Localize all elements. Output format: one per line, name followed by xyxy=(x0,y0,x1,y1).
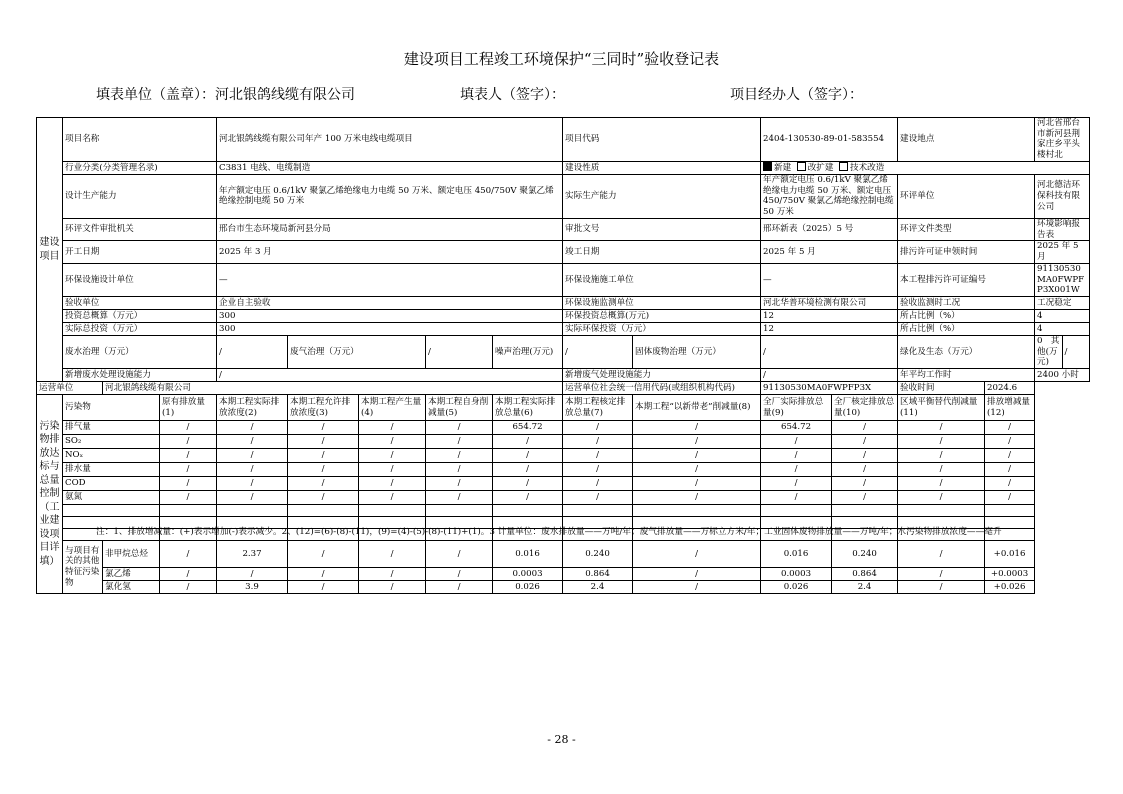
pollutant-value: 0.864 xyxy=(832,568,898,581)
pollutant-value: / xyxy=(288,463,359,477)
label-approver: 环评文件审批机关 xyxy=(63,218,217,240)
pollutant-value: / xyxy=(493,449,563,463)
label-start-date: 开工日期 xyxy=(63,241,217,263)
section-pollution: 污染物排放达标与总量控制（工业建设项目详填） xyxy=(37,395,63,594)
blank-cell xyxy=(563,505,633,517)
pollutant-value: / xyxy=(288,568,359,581)
pollutant-name: COD xyxy=(63,477,160,491)
value-approver: 邢台市生态环境局新河县分局 xyxy=(217,218,563,240)
pollutant-value: / xyxy=(633,463,761,477)
pollutant-value: 2.4 xyxy=(563,581,633,594)
table-row xyxy=(37,435,1090,449)
pollutant-value: / xyxy=(493,477,563,491)
pollutant-value: / xyxy=(217,435,288,449)
pollutant-value: / xyxy=(217,568,288,581)
table-row xyxy=(37,568,1090,581)
label-nature: 建设性质 xyxy=(563,161,761,174)
pollutant-value: 0.240 xyxy=(832,541,898,568)
pollutant-value: / xyxy=(985,491,1035,505)
label-permit-date: 排污许可证申领时间 xyxy=(898,241,1035,263)
pollutant-value: / xyxy=(426,541,493,568)
pollutant-value: / xyxy=(160,581,217,594)
pollutant-value: +0.0003 xyxy=(985,568,1035,581)
pollutant-value: / xyxy=(426,568,493,581)
pollutant-value: / xyxy=(563,477,633,491)
value-acceptance-time: 2024.6 xyxy=(985,382,1035,395)
table-row xyxy=(37,421,1090,435)
label-acceptance-unit: 验收单位 xyxy=(63,297,217,310)
value-project-code: 2404-130530-89-01-583554 xyxy=(761,118,898,162)
pollutant-value: 654.72 xyxy=(493,421,563,435)
project-manager-label: 项目经办人（签字）： xyxy=(730,87,863,103)
pollutant-value: / xyxy=(217,477,288,491)
label-design-capacity: 设计生产能力 xyxy=(63,174,217,218)
value-greening-other xyxy=(1035,336,1062,369)
label-acceptance-time: 验收时间 xyxy=(898,382,985,395)
pollutant-value: 0.016 xyxy=(493,541,563,568)
label-project-name: 项目名称 xyxy=(63,118,217,162)
value-site: 河北省邢台市新河县荆家庄乡平头楼村北 xyxy=(1035,118,1090,162)
pollutant-value: 654.72 xyxy=(761,421,832,435)
blank-cell xyxy=(288,505,359,517)
pollutant-value: / xyxy=(288,449,359,463)
label-env-build: 环保设施施工单位 xyxy=(563,263,761,296)
blank-cell xyxy=(426,505,493,517)
pollutant-value: / xyxy=(426,491,493,505)
blank-cell xyxy=(160,505,217,517)
column-header: 污染物 xyxy=(63,395,160,421)
nature-new-label: 新建 xyxy=(774,163,792,174)
blank-row xyxy=(37,505,1090,517)
pollutant-value: / xyxy=(288,491,359,505)
pollutant-name: 氯化氢 xyxy=(103,581,160,594)
pollutant-value: / xyxy=(288,421,359,435)
pollutant-value: 0.0003 xyxy=(493,568,563,581)
pollutant-name: 非甲烷总烃 xyxy=(103,541,160,568)
value-investment-estimate: 300 xyxy=(217,310,563,323)
pollutant-value: / xyxy=(563,463,633,477)
pollutant-value: / xyxy=(426,449,493,463)
pollutant-value: 0.864 xyxy=(563,568,633,581)
label-env-design: 环保设施设计单位 xyxy=(63,263,217,296)
label-finish-date: 竣工日期 xyxy=(563,241,761,263)
label-investment-actual: 实际总投资（万元） xyxy=(63,323,217,336)
label-noise-treatment: 噪声治理(万元) xyxy=(493,336,563,369)
value-env-build: — xyxy=(761,263,898,296)
pollutant-value: / xyxy=(898,491,985,505)
column-header: 本期工程“以新带老”削减量(8) xyxy=(633,395,761,421)
value-start-date: 2025 年 3 月 xyxy=(217,241,563,263)
other-pollutants-label: 与项目有关的其他特征污染物 xyxy=(63,541,103,594)
label-condition: 验收监测时工况 xyxy=(898,297,1035,310)
blank-cell xyxy=(633,505,761,517)
value-new-gas-capacity: / xyxy=(761,369,898,382)
value-operating-unit: 河北银鸽线缆有限公司 xyxy=(103,382,563,395)
pollutant-value: / xyxy=(633,421,761,435)
pollutant-value: / xyxy=(359,463,426,477)
pollutant-value: / xyxy=(985,449,1035,463)
blank-cell xyxy=(63,505,160,517)
pollutant-value: / xyxy=(359,421,426,435)
pollutant-value: / xyxy=(160,421,217,435)
pollutant-value: / xyxy=(633,477,761,491)
value-env-investment-estimate: 12 xyxy=(761,310,898,323)
pollutant-value: +0.026 xyxy=(985,581,1035,594)
filler-label: 填表人（签字）： xyxy=(460,87,565,103)
pollutant-value: / xyxy=(898,477,985,491)
label-water-treatment: 废水治理（万元） xyxy=(63,336,217,369)
pollutant-value: / xyxy=(761,449,832,463)
column-header: 本期工程实际排放总量(6) xyxy=(493,395,563,421)
blank-cell xyxy=(832,505,898,517)
pollutant-value: +0.016 xyxy=(985,541,1035,568)
pollutant-value: 0.016 xyxy=(761,541,832,568)
pollutant-value: / xyxy=(563,435,633,449)
pollutant-value: / xyxy=(898,568,985,581)
value-acceptance-unit: 企业自主验收 xyxy=(217,297,563,310)
pollutant-value: / xyxy=(359,449,426,463)
value-design-capacity: 年产额定电压 0.6/1kV 聚氯乙烯绝缘电力电缆 50 万米、额定电压 450/750V 聚氯乙烯绝缘控制电缆 50 万米 xyxy=(217,174,563,218)
pollutant-value: / xyxy=(426,435,493,449)
column-header: 本期工程自身削减量(5) xyxy=(426,395,493,421)
label-credit-code: 运营单位社会统一信用代码(或组织机构代码) xyxy=(563,382,761,395)
pollutant-value: / xyxy=(288,541,359,568)
label-permit-no: 本工程排污许可证编号 xyxy=(898,263,1035,296)
pollutant-value: / xyxy=(898,435,985,449)
pollutant-value: / xyxy=(563,491,633,505)
pollutant-value: / xyxy=(563,449,633,463)
value-actual-capacity: 年产额定电压 0.6/1kV 聚氯乙烯绝缘电力电缆 50 万米、额定电压 450/750V 聚氯乙烯绝缘控制电缆 50 万米 xyxy=(761,174,898,218)
table-row xyxy=(37,491,1090,505)
pollutant-value: / xyxy=(160,541,217,568)
label-solid-treatment: 固体废物治理（万元） xyxy=(633,336,761,369)
value-greening: 0 xyxy=(1037,336,1043,347)
pollutant-name: 排水量 xyxy=(63,463,160,477)
pollutant-value: / xyxy=(761,477,832,491)
pollutant-value: / xyxy=(493,435,563,449)
column-header: 本期工程实际排放浓度(2) xyxy=(217,395,288,421)
blank-cell xyxy=(985,505,1035,517)
pollutant-name: SO₂ xyxy=(63,435,160,449)
pollutant-name: 氯乙烯 xyxy=(103,568,160,581)
table-row xyxy=(37,449,1090,463)
pollutant-value: / xyxy=(160,435,217,449)
pollutant-value: / xyxy=(633,581,761,594)
label-eia-unit: 环评单位 xyxy=(898,174,1035,218)
pollutant-value: / xyxy=(160,463,217,477)
footnote: 注：1、排放增减量：(+)表示增加(-)表示减少。2、(12)=(6)-(8)-(11)，(9)=(4)-(5)-(8)-(11)+(1)。3 计量单位：废水排放量——万吨/年；废气排放量——万标立方米/年；工业固体废物排放量——万吨/年；水污染物排放浓度——毫升 xyxy=(96,527,1002,537)
pollutant-value: 0.026 xyxy=(493,581,563,594)
pollutant-value: / xyxy=(761,491,832,505)
value-industry: C3831 电线、电缆制造 xyxy=(217,161,563,174)
pollutant-value: 2.4 xyxy=(832,581,898,594)
pollutant-value: / xyxy=(160,477,217,491)
pollutant-value: / xyxy=(985,421,1035,435)
column-header: 排放增减量(12) xyxy=(985,395,1035,421)
label-ratio-1: 所占比例（%） xyxy=(898,310,1035,323)
column-header: 全厂实际排放总量(9) xyxy=(761,395,832,421)
value-working-hours: 2400 小时 xyxy=(1035,369,1090,382)
value-investment-actual: 300 xyxy=(217,323,563,336)
value-permit-no: 91130530MA0FWPFP3X001W xyxy=(1035,263,1090,296)
pollutant-value: / xyxy=(898,581,985,594)
pollutant-value: / xyxy=(898,421,985,435)
checkbox-new-checked xyxy=(763,162,772,171)
pollutant-value: / xyxy=(359,435,426,449)
pollutant-value: 0.026 xyxy=(761,581,832,594)
page-title: 建设项目工程竣工环境保护“三同时”验收登记表 xyxy=(403,50,720,68)
pollutant-value: / xyxy=(761,463,832,477)
label-eia-type: 环评文件类型 xyxy=(898,218,1035,240)
pollutant-value: 2.37 xyxy=(217,541,288,568)
table-row xyxy=(37,477,1090,491)
pollutant-value: / xyxy=(359,477,426,491)
blank-cell xyxy=(217,505,288,517)
pollutant-value: / xyxy=(217,463,288,477)
filling-unit-label: 填表单位（盖章）：河北银鸽线缆有限公司 xyxy=(96,87,355,103)
label-other: 其他(万元) xyxy=(1037,336,1060,368)
pollutant-value: / xyxy=(985,463,1035,477)
registration-table xyxy=(36,117,1090,594)
section-construction: 建设项目 xyxy=(37,118,63,382)
column-header: 原有排放量(1) xyxy=(160,395,217,421)
pollutant-value: / xyxy=(832,477,898,491)
label-site: 建设地点 xyxy=(898,118,1035,162)
blank-cell xyxy=(493,505,563,517)
pollutant-value: / xyxy=(832,463,898,477)
label-industry: 行业分类(分类管理名录) xyxy=(63,161,217,174)
label-investment-estimate: 投资总概算（万元） xyxy=(63,310,217,323)
pollutant-value: / xyxy=(898,449,985,463)
label-monitor-unit: 环保设施监测单位 xyxy=(563,297,761,310)
pollutant-value: / xyxy=(426,477,493,491)
value-finish-date: 2025 年 5 月 xyxy=(761,241,898,263)
checkbox-tech xyxy=(839,162,848,171)
value-credit-code: 91130530MA0FWPFP3X xyxy=(761,382,898,395)
table-row xyxy=(37,463,1090,477)
pollutant-value: / xyxy=(160,449,217,463)
table-row xyxy=(37,541,1090,568)
pollutant-value: / xyxy=(426,421,493,435)
pollutant-value: 0.240 xyxy=(563,541,633,568)
pollutant-value: / xyxy=(217,491,288,505)
pollutant-value: / xyxy=(633,568,761,581)
label-operating-unit: 运营单位 xyxy=(37,382,103,395)
label-new-water-capacity: 新增废水处理设施能力 xyxy=(63,369,217,382)
table-row xyxy=(37,581,1090,594)
pollutant-value: / xyxy=(985,435,1035,449)
pollutant-value: 0.0003 xyxy=(761,568,832,581)
label-env-investment-actual: 实际环保投资（万元） xyxy=(563,323,761,336)
checkbox-expand xyxy=(797,162,806,171)
column-header: 区域平衡替代削减量(11) xyxy=(898,395,985,421)
value-noise-treatment: / xyxy=(563,336,633,369)
pollutant-value: / xyxy=(217,449,288,463)
pollutant-value: / xyxy=(633,491,761,505)
pollutant-value: / xyxy=(633,541,761,568)
pollutant-value: / xyxy=(761,435,832,449)
pollutant-value: / xyxy=(288,435,359,449)
label-actual-capacity: 实际生产能力 xyxy=(563,174,761,218)
value-approval-no: 邢环新表（2025）5 号 xyxy=(761,218,898,240)
pollutant-value: / xyxy=(633,449,761,463)
value-env-design: — xyxy=(217,263,563,296)
pollutant-value: / xyxy=(426,581,493,594)
column-header: 本期工程允许排放浓度(3) xyxy=(288,395,359,421)
column-header: 本期工程核定排放总量(7) xyxy=(563,395,633,421)
column-header: 本期工程产生量(4) xyxy=(359,395,426,421)
value-env-investment-actual: 12 xyxy=(761,323,898,336)
pollutant-value: / xyxy=(160,568,217,581)
label-new-gas-capacity: 新增废气处理设施能力 xyxy=(563,369,761,382)
label-approval-no: 审批文号 xyxy=(563,218,761,240)
value-water-treatment: / xyxy=(217,336,288,369)
value-project-name: 河北银鸽线缆有限公司年产 100 万米电线电缆项目 xyxy=(217,118,563,162)
value-eia-unit: 河北德洁环保科技有限公司 xyxy=(1035,174,1090,218)
label-project-code: 项目代码 xyxy=(563,118,761,162)
pollutant-value: / xyxy=(832,491,898,505)
blank-cell xyxy=(761,505,832,517)
nature-expand-label: 改扩建 xyxy=(807,163,834,174)
pollutant-value: / xyxy=(217,421,288,435)
pollutant-value: / xyxy=(832,435,898,449)
pollutant-value: / xyxy=(985,477,1035,491)
pollutant-value: / xyxy=(493,491,563,505)
pollutant-value: 3.9 xyxy=(217,581,288,594)
pollutant-value: / xyxy=(832,449,898,463)
label-working-hours: 年平均工作时 xyxy=(898,369,1035,382)
value-other: / xyxy=(1062,336,1089,369)
pollutant-value: / xyxy=(288,581,359,594)
pollutant-value: / xyxy=(359,541,426,568)
blank-cell xyxy=(898,505,985,517)
value-nature xyxy=(761,161,1090,174)
pollutant-value: / xyxy=(160,491,217,505)
value-solid-treatment: / xyxy=(761,336,898,369)
pollutant-value: / xyxy=(359,568,426,581)
pollutant-value: / xyxy=(563,421,633,435)
label-ratio-2: 所占比例（%） xyxy=(898,323,1035,336)
value-eia-type: 环境影响报告表 xyxy=(1035,218,1090,240)
value-new-water-capacity: / xyxy=(217,369,563,382)
value-ratio-1: 4 xyxy=(1035,310,1090,323)
pollutant-value: / xyxy=(426,463,493,477)
value-ratio-2: 4 xyxy=(1035,323,1090,336)
nature-tech-label: 技术改造 xyxy=(849,163,885,174)
blank-cell xyxy=(359,505,426,517)
pollutant-value: / xyxy=(359,581,426,594)
page-number: - 28 - xyxy=(547,733,576,746)
label-env-investment-estimate: 环保投资总概算(万元) xyxy=(563,310,761,323)
pollutant-value: / xyxy=(633,435,761,449)
pollutant-value: / xyxy=(898,541,985,568)
value-permit-date: 2025 年 5 月 xyxy=(1035,241,1090,263)
label-greening: 绿化及生态（万元） xyxy=(898,336,1035,369)
pollutant-name: 氨氮 xyxy=(63,491,160,505)
value-condition: 工况稳定 xyxy=(1035,297,1090,310)
value-gas-treatment: / xyxy=(426,336,493,369)
pollutant-value: / xyxy=(898,463,985,477)
pollutant-name: NOₓ xyxy=(63,449,160,463)
label-gas-treatment: 废气治理（万元） xyxy=(288,336,426,369)
pollutant-value: / xyxy=(493,463,563,477)
pollutant-name: 排气量 xyxy=(63,421,160,435)
value-monitor-unit: 河北华普环境检测有限公司 xyxy=(761,297,898,310)
pollutant-value: / xyxy=(832,421,898,435)
pollutant-value: / xyxy=(288,477,359,491)
column-header: 全厂核定排放总量(10) xyxy=(832,395,898,421)
pollutant-value: / xyxy=(359,491,426,505)
